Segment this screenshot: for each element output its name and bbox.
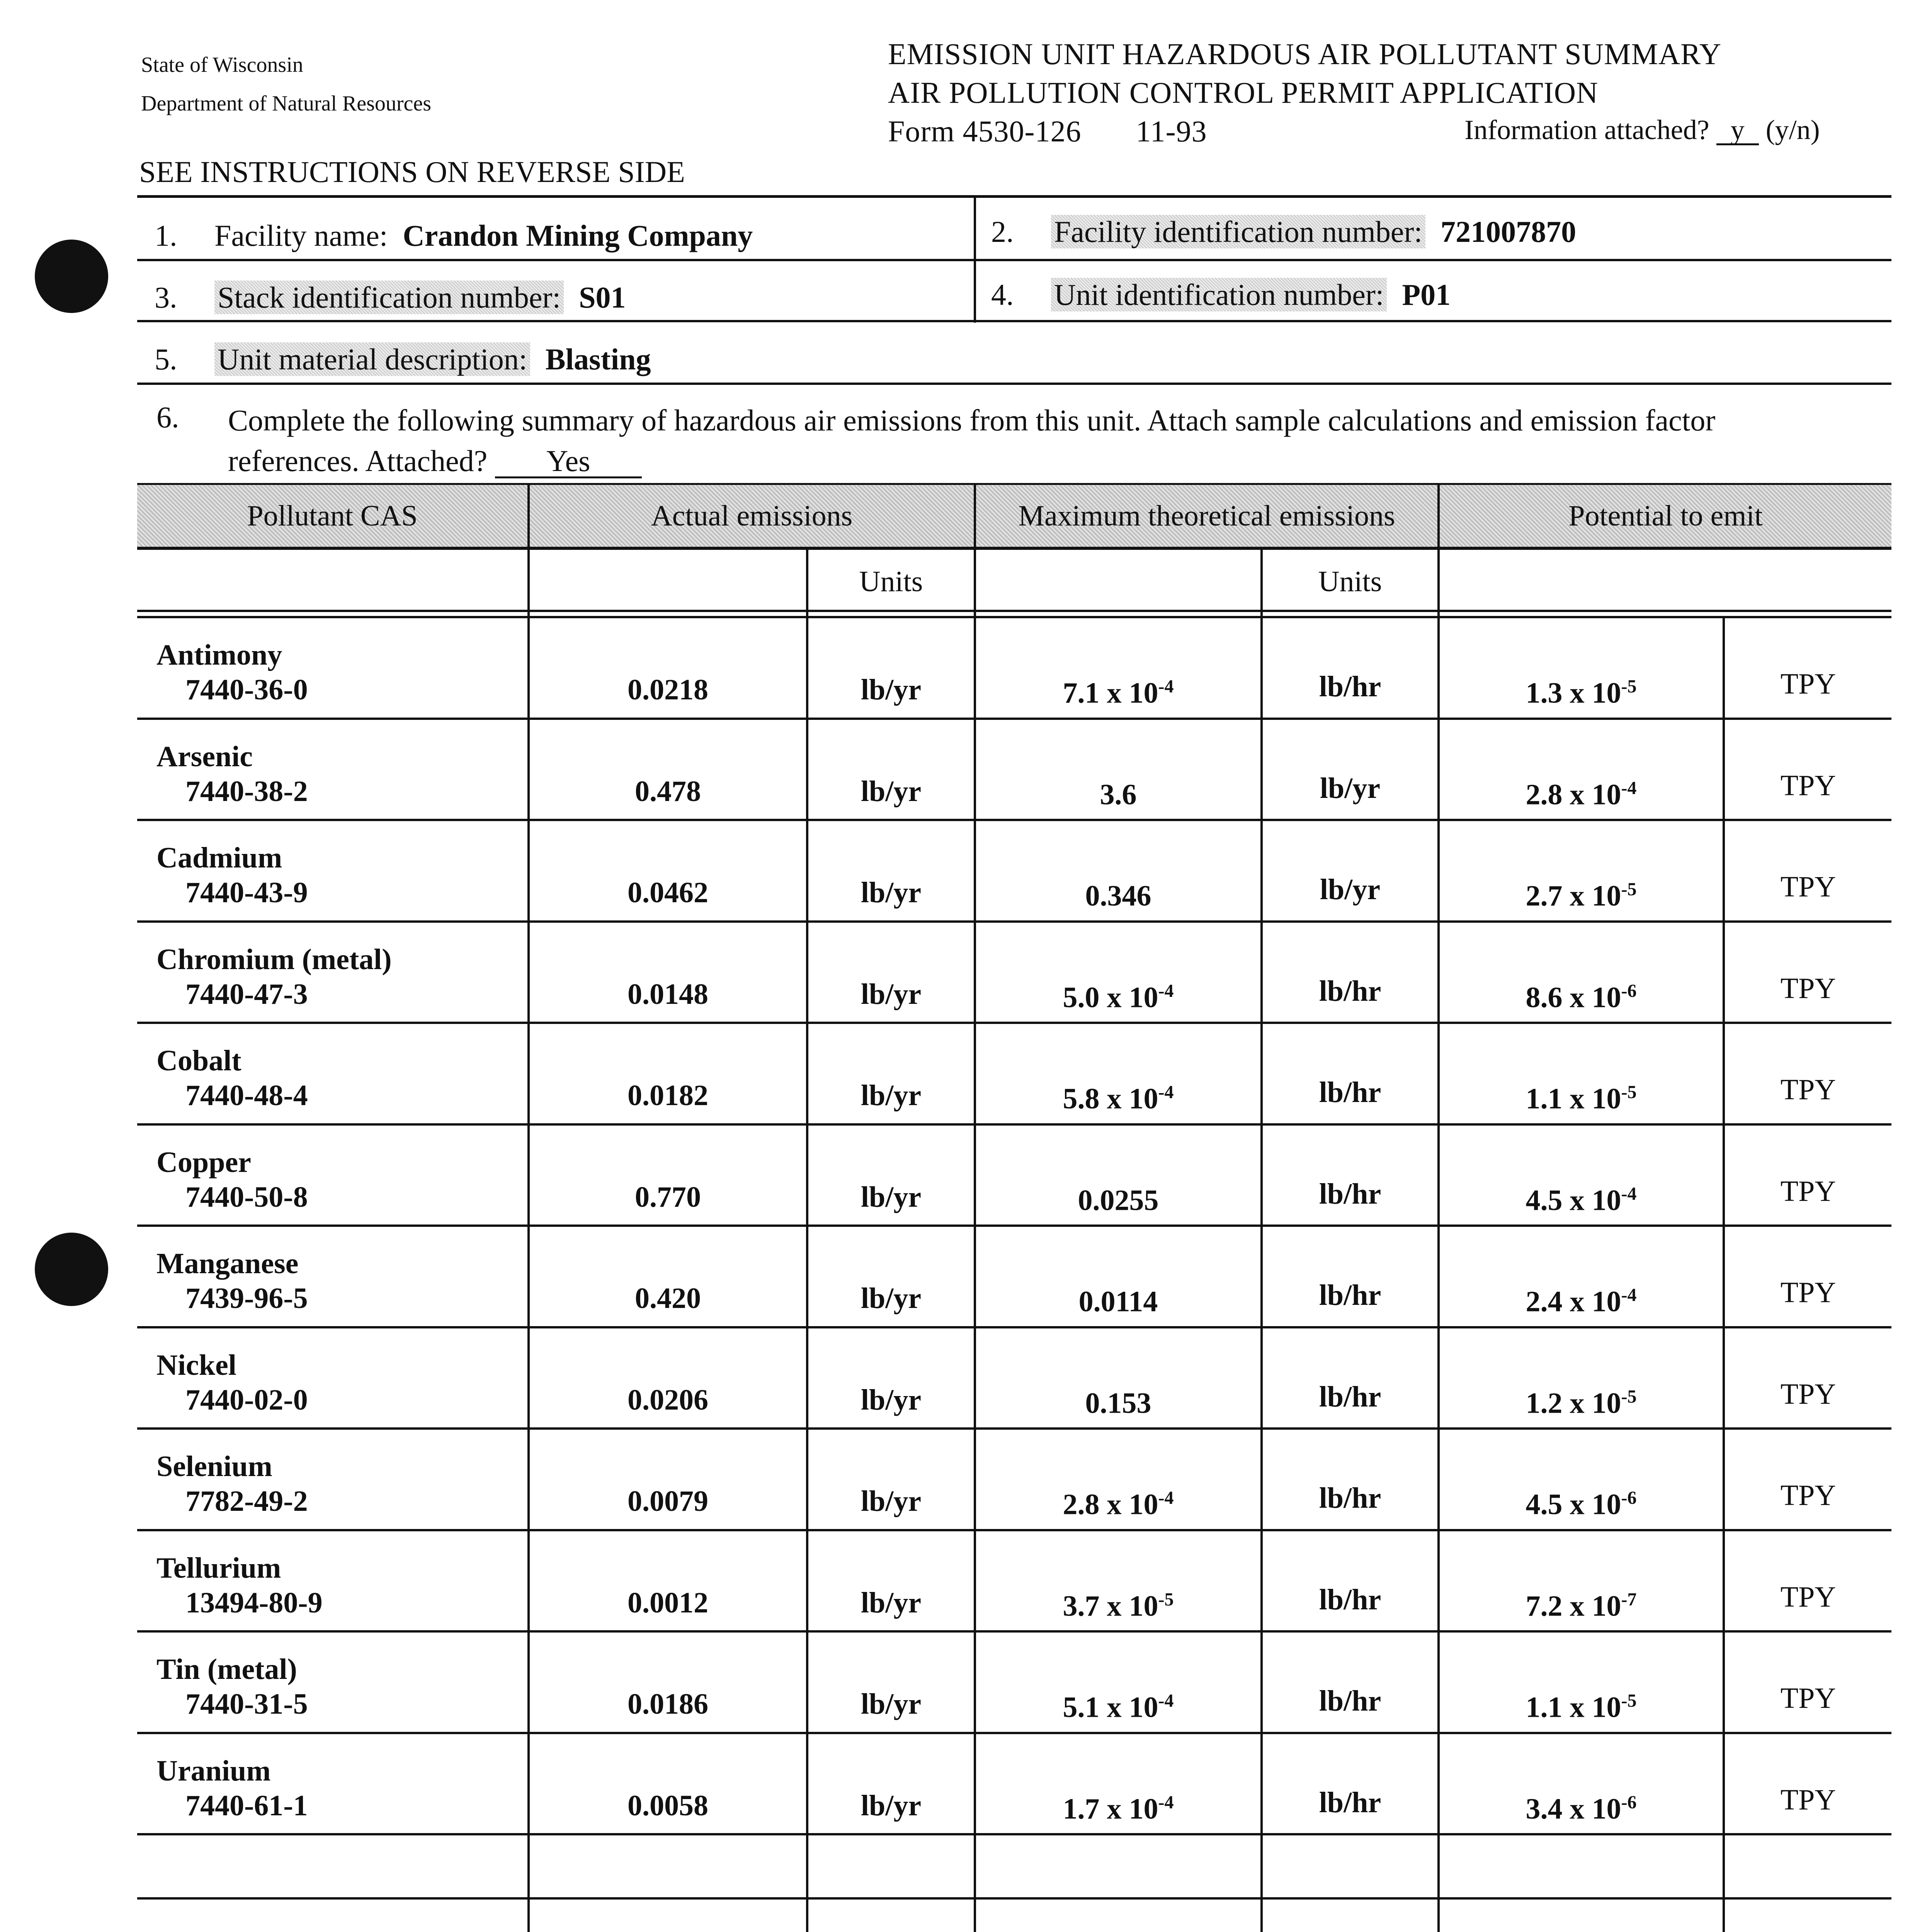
facility-id-label: Facility identification number:: [1051, 215, 1425, 248]
max-emissions-value: [976, 669, 1260, 710]
info-attached-suffix: (y/n): [1765, 114, 1820, 145]
unit-material-value[interactable]: Blasting: [545, 342, 651, 376]
actual-emissions-value: 0.770: [635, 1180, 701, 1213]
unit-material-label: Unit material description:: [214, 342, 530, 376]
actual-emissions-value: 0.478: [635, 775, 701, 808]
header-units-max: Units: [1318, 565, 1382, 598]
actual-emissions-units: lb/yr: [861, 1282, 922, 1315]
potential-to-emit-units: TPY: [1780, 871, 1836, 903]
potential-to-emit-units: TPY: [1780, 668, 1836, 700]
potential-to-emit-exponent: -6: [1621, 1792, 1637, 1813]
pollutant-name: Antimony: [156, 639, 282, 671]
pollutant-cas: 7440-31-5: [185, 1688, 308, 1720]
potential-to-emit-units: TPY: [1780, 769, 1836, 802]
potential-to-emit-value: [1440, 1481, 1723, 1522]
pollutant-cas: 7439-96-5: [185, 1282, 308, 1315]
header-pollutant: Pollutant CAS: [247, 499, 418, 532]
pollutant-cas: 7440-48-4: [185, 1079, 308, 1112]
potential-to-emit-base: 8.6 x 10: [1526, 981, 1621, 1014]
max-emissions-value: [976, 1278, 1260, 1319]
max-emissions-units: lb/hr: [1319, 1177, 1381, 1210]
max-emissions-value: [976, 1684, 1260, 1725]
max-emissions-base: 0.0114: [1078, 1285, 1158, 1318]
max-emissions-base: 5.1 x 10: [1063, 1691, 1158, 1724]
actual-emissions-value: 0.0148: [628, 978, 708, 1010]
max-emissions-value: [976, 1582, 1260, 1623]
potential-to-emit-value: [1440, 1379, 1723, 1420]
pollutant-name: Nickel: [156, 1349, 236, 1381]
table-row: [0, 720, 1932, 821]
potential-to-emit-exponent: -5: [1621, 676, 1637, 697]
potential-to-emit-value: [1440, 1684, 1723, 1725]
potential-to-emit-units: TPY: [1780, 1580, 1836, 1613]
field-2: 2. Facility identification number: 721007870: [991, 215, 1577, 248]
table-row: [0, 1531, 1932, 1633]
max-emissions-exponent: -4: [1158, 1082, 1174, 1102]
pollutant-cas: 7440-38-2: [185, 775, 308, 808]
actual-emissions-units: lb/yr: [861, 978, 922, 1010]
max-emissions-units: lb/yr: [1320, 772, 1381, 804]
pollutant-name: Tellurium: [156, 1551, 281, 1584]
potential-to-emit-exponent: -7: [1621, 1589, 1637, 1610]
field-5: 5. Unit material description: Blasting: [155, 342, 651, 376]
potential-to-emit-base: 1.3 x 10: [1526, 677, 1621, 709]
actual-emissions-value: 0.0462: [628, 876, 708, 909]
potential-to-emit-units: TPY: [1780, 1378, 1836, 1410]
max-emissions-base: 5.0 x 10: [1063, 981, 1158, 1014]
rule-fields-top: [137, 195, 1891, 198]
info-attached-label: Information attached?: [1464, 114, 1709, 145]
actual-emissions-value: 0.0182: [628, 1079, 708, 1112]
max-emissions-base: 2.8 x 10: [1063, 1488, 1158, 1521]
table-row: [0, 1328, 1932, 1430]
stack-id-label: Stack identification number:: [214, 281, 564, 314]
potential-to-emit-base: 3.4 x 10: [1526, 1792, 1621, 1825]
max-emissions-value: [976, 974, 1260, 1015]
potential-to-emit-units: TPY: [1780, 1783, 1836, 1816]
item-6-number: 6.: [156, 400, 179, 434]
max-emissions-exponent: -5: [1158, 1589, 1174, 1610]
row-rule: [137, 1833, 1891, 1835]
pollutant-cas: 7440-50-8: [185, 1180, 308, 1213]
pollutant-cas: 7440-36-0: [185, 673, 308, 706]
instructions-note: SEE INSTRUCTIONS ON REVERSE SIDE: [139, 155, 685, 189]
agency-state: State of Wisconsin: [141, 53, 303, 77]
pollutant-name: Uranium: [156, 1754, 271, 1787]
pollutant-name: Arsenic: [156, 740, 253, 773]
potential-to-emit-exponent: -6: [1621, 1488, 1637, 1508]
info-attached: [1464, 114, 1820, 146]
actual-emissions-value: 0.420: [635, 1282, 701, 1315]
actual-emissions-units: lb/yr: [861, 1485, 922, 1517]
actual-emissions-value: 0.0218: [628, 673, 708, 706]
field-4: 4. Unit identification number: P01: [991, 278, 1451, 311]
unit-id-value[interactable]: P01: [1402, 278, 1451, 311]
header-max: Maximum theoretical emissions: [1018, 499, 1395, 532]
max-emissions-units: lb/hr: [1319, 1583, 1381, 1616]
item-6-instructions: Complete the following summary of hazardous air emissions from this unit. Attach sample calculations and emission factor references. Attached?: [228, 403, 1716, 478]
max-emissions-value: [976, 1481, 1260, 1522]
potential-to-emit-exponent: -5: [1621, 879, 1637, 900]
form-date: 11-93: [1136, 114, 1207, 148]
actual-emissions-units: lb/yr: [861, 1586, 922, 1619]
potential-to-emit-value: [1440, 974, 1723, 1015]
max-emissions-units: lb/hr: [1319, 1380, 1381, 1413]
table-row: [0, 923, 1932, 1024]
facility-name-label: Facility name:: [214, 219, 388, 252]
pollutant-name: Chromium (metal): [156, 943, 392, 976]
potential-to-emit-exponent: -5: [1621, 1082, 1637, 1102]
actual-emissions-value: 0.0058: [628, 1789, 708, 1822]
rule-fields-1: [137, 259, 1891, 261]
pollutant-cas: 7440-43-9: [185, 876, 308, 909]
table-row: [0, 821, 1932, 923]
attached-field[interactable]: Yes: [495, 446, 642, 478]
max-emissions-exponent: -4: [1158, 1488, 1174, 1508]
actual-emissions-units: lb/yr: [861, 775, 922, 808]
pollutant-cas: 7440-02-0: [185, 1383, 308, 1416]
max-emissions-value: [976, 872, 1260, 913]
rule-fields-2: [137, 320, 1891, 322]
potential-to-emit-exponent: -5: [1621, 1690, 1637, 1711]
max-emissions-units: lb/hr: [1319, 975, 1381, 1007]
potential-to-emit-base: 2.8 x 10: [1526, 778, 1621, 811]
max-emissions-units: lb/hr: [1319, 1076, 1381, 1109]
punch-hole-top: [35, 240, 108, 313]
field-1: 1. Facility name: Crandon Mining Company: [155, 219, 753, 252]
max-emissions-units: lb/hr: [1319, 1279, 1381, 1311]
pollutant-name: Manganese: [156, 1247, 299, 1280]
max-emissions-value: [976, 1785, 1260, 1826]
item-6-text: [228, 400, 1824, 481]
table-row: [0, 1734, 1932, 1836]
agency-block: [141, 46, 431, 123]
header-actual: Actual emissions: [651, 499, 853, 532]
potential-to-emit-value: [1440, 1785, 1723, 1826]
header-units-actual: Units: [859, 565, 923, 598]
pollutant-name: Cobalt: [156, 1044, 242, 1077]
max-emissions-value: [976, 1075, 1260, 1116]
max-emissions-value: [976, 1177, 1260, 1218]
actual-emissions-value: 0.0012: [628, 1586, 708, 1619]
potential-to-emit-base: 7.2 x 10: [1526, 1589, 1621, 1622]
max-emissions-units: lb/hr: [1319, 670, 1381, 703]
rule-header-bottom: [137, 547, 1891, 550]
header-potential: Potential to emit: [1568, 499, 1763, 532]
rule-units-bottom-1: [137, 610, 1891, 612]
potential-to-emit-units: TPY: [1780, 1276, 1836, 1309]
actual-emissions-value: 0.0206: [628, 1383, 708, 1416]
max-emissions-base: 3.7 x 10: [1063, 1589, 1158, 1622]
actual-emissions-units: lb/yr: [861, 1079, 922, 1112]
table-row: [0, 1024, 1932, 1126]
pollutant-cas: 7440-47-3: [185, 978, 308, 1010]
max-emissions-base: 0.153: [1085, 1386, 1151, 1419]
stack-id-value[interactable]: S01: [579, 281, 626, 314]
potential-to-emit-value: [1440, 1582, 1723, 1623]
max-emissions-units: lb/yr: [1320, 873, 1381, 906]
potential-to-emit-units: TPY: [1780, 1682, 1836, 1714]
potential-to-emit-base: 1.1 x 10: [1526, 1691, 1621, 1724]
max-emissions-base: 7.1 x 10: [1063, 677, 1158, 709]
actual-emissions-units: lb/yr: [861, 1688, 922, 1720]
potential-to-emit-base: 1.1 x 10: [1526, 1082, 1621, 1115]
potential-to-emit-exponent: -5: [1621, 1386, 1637, 1407]
potential-to-emit-exponent: -4: [1621, 1285, 1637, 1305]
form-number: Form 4530-126: [888, 114, 1082, 148]
max-emissions-base: 5.8 x 10: [1063, 1082, 1158, 1115]
potential-to-emit-units: TPY: [1780, 972, 1836, 1005]
pollutant-cas: 7782-49-2: [185, 1485, 308, 1517]
pollutant-name: Copper: [156, 1146, 251, 1179]
max-emissions-units: lb/hr: [1319, 1685, 1381, 1717]
max-emissions-base: 3.6: [1100, 778, 1137, 811]
potential-to-emit-value: [1440, 872, 1723, 913]
field-3: 3. Stack identification number: S01: [155, 281, 626, 314]
pollutant-cas: 7440-61-1: [185, 1789, 308, 1822]
potential-to-emit-base: 4.5 x 10: [1526, 1184, 1621, 1216]
potential-to-emit-units: TPY: [1780, 1073, 1836, 1106]
actual-emissions-units: lb/yr: [861, 876, 922, 909]
potential-to-emit-units: TPY: [1780, 1175, 1836, 1208]
pollutant-name: Selenium: [156, 1450, 272, 1483]
potential-to-emit-base: 4.5 x 10: [1526, 1488, 1621, 1521]
max-emissions-exponent: -4: [1158, 980, 1174, 1001]
potential-to-emit-value: [1440, 669, 1723, 710]
potential-to-emit-value: [1440, 771, 1723, 812]
max-emissions-value: [976, 1379, 1260, 1420]
potential-to-emit-base: 2.4 x 10: [1526, 1285, 1621, 1318]
table-row: [0, 1430, 1932, 1531]
facility-name-value[interactable]: Crandon Mining Company: [403, 219, 753, 252]
pollutant-name: Cadmium: [156, 842, 282, 874]
table-row: [0, 1633, 1932, 1734]
potential-to-emit-exponent: -4: [1621, 777, 1637, 798]
potential-to-emit-units: TPY: [1780, 1479, 1836, 1512]
form-title-line1: EMISSION UNIT HAZARDOUS AIR POLLUTANT SUMMARY: [888, 37, 1722, 71]
potential-to-emit-value: [1440, 1177, 1723, 1218]
potential-to-emit-base: 2.7 x 10: [1526, 879, 1621, 912]
pollutant-name: Tin (metal): [156, 1653, 297, 1685]
table-row: [0, 1126, 1932, 1227]
actual-emissions-units: lb/yr: [861, 1180, 922, 1213]
pollutant-cas: 13494-80-9: [185, 1586, 323, 1619]
potential-to-emit-value: [1440, 1278, 1723, 1319]
actual-emissions-value: 0.0186: [628, 1688, 708, 1720]
form-title-line2: AIR POLLUTION CONTROL PERMIT APPLICATION: [888, 76, 1599, 109]
potential-to-emit-value: [1440, 1075, 1723, 1116]
max-emissions-exponent: -4: [1158, 1690, 1174, 1711]
max-emissions-base: 0.346: [1085, 879, 1151, 912]
unit-id-label: Unit identification number:: [1051, 278, 1387, 311]
potential-to-emit-exponent: -4: [1621, 1183, 1637, 1204]
facility-id-value[interactable]: 721007870: [1440, 215, 1577, 248]
actual-emissions-units: lb/yr: [861, 1383, 922, 1416]
max-emissions-units: lb/hr: [1319, 1786, 1381, 1819]
actual-emissions-units: lb/yr: [861, 1789, 922, 1822]
max-emissions-base: 0.0255: [1078, 1184, 1159, 1216]
max-emissions-exponent: -4: [1158, 1792, 1174, 1813]
actual-emissions-value: 0.0079: [628, 1485, 708, 1517]
max-emissions-exponent: -4: [1158, 676, 1174, 697]
actual-emissions-units: lb/yr: [861, 673, 922, 706]
rule-fields-3: [137, 383, 1891, 385]
table-row: [0, 1227, 1932, 1328]
max-emissions-base: 1.7 x 10: [1063, 1792, 1158, 1825]
table-row: [0, 618, 1932, 720]
rule-blank-1: [137, 1897, 1891, 1900]
max-emissions-units: lb/hr: [1319, 1482, 1381, 1514]
potential-to-emit-base: 1.2 x 10: [1526, 1386, 1621, 1419]
potential-to-emit-exponent: -6: [1621, 980, 1637, 1001]
info-attached-field[interactable]: y: [1716, 116, 1759, 145]
max-emissions-value: [976, 771, 1260, 812]
agency-department: Department of Natural Resources: [141, 92, 432, 116]
